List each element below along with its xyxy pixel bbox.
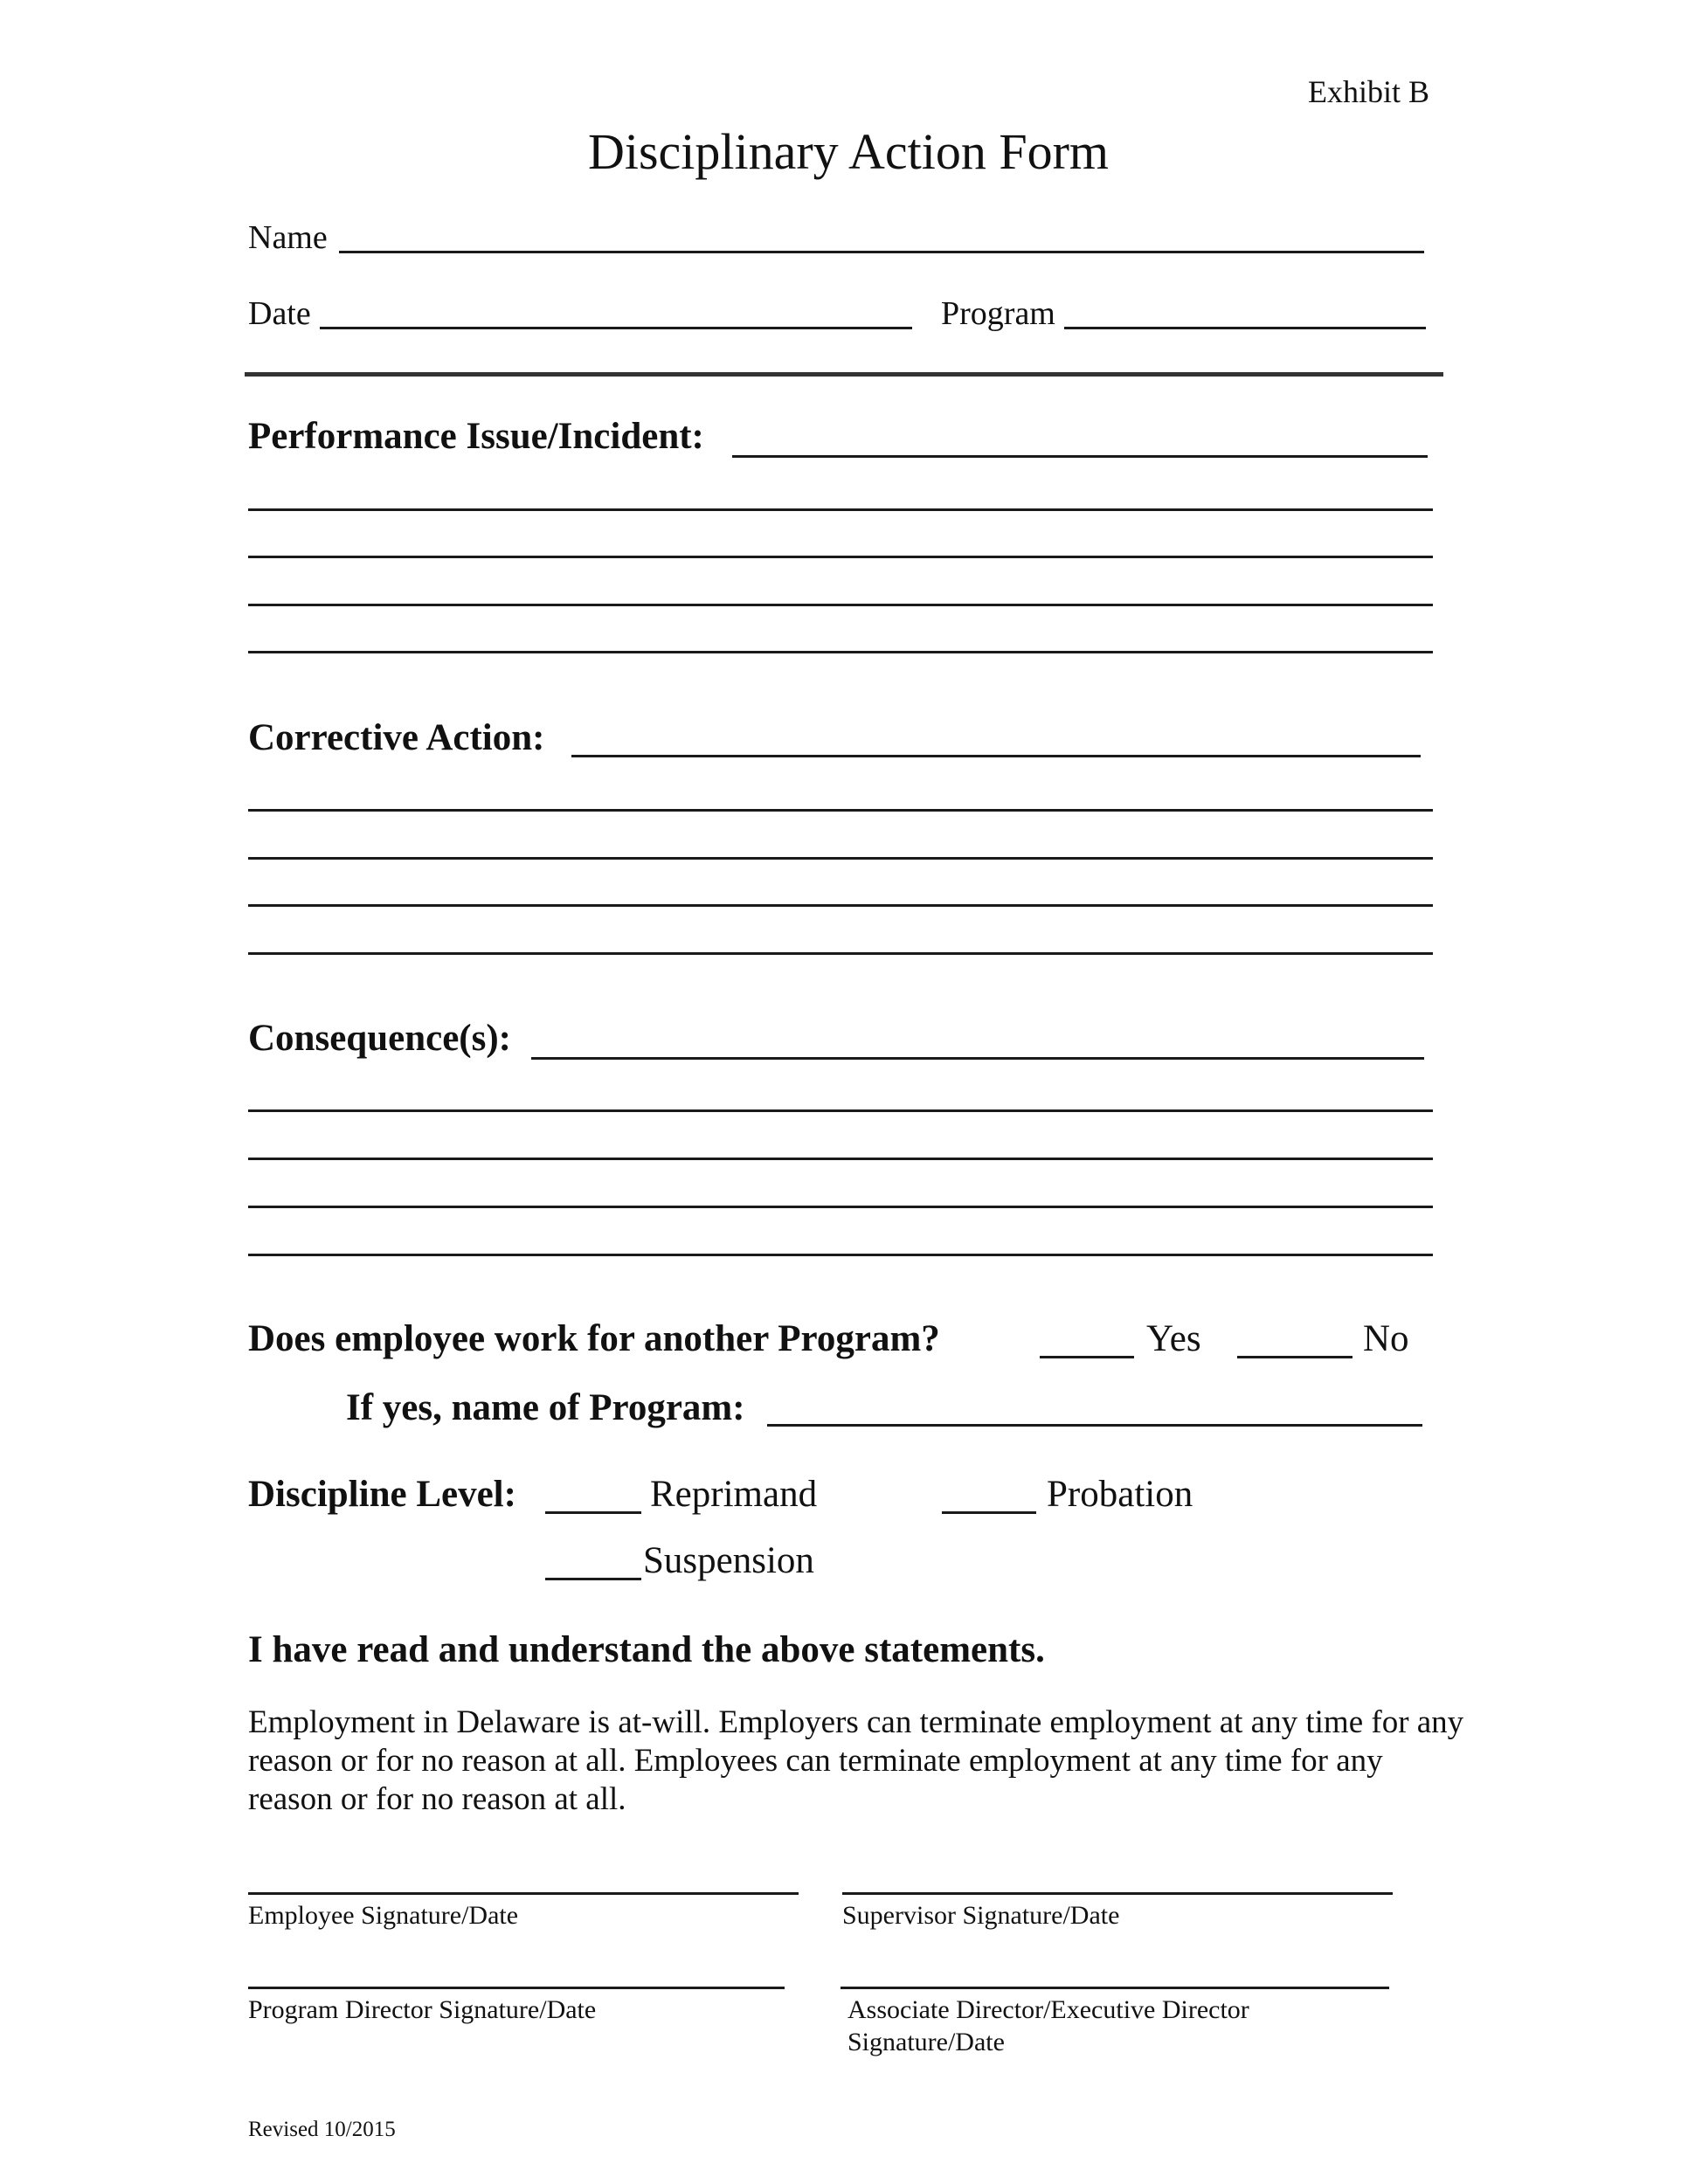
at-will-statement: Employment in Delaware is at-will. Employers can terminate employment at any time for any reason or for no reason at all. Employees can terminate employment at any time for any reason or for no reason at all. [248, 1704, 1464, 1817]
performance-issue-line[interactable] [248, 651, 1433, 653]
if-yes-program-label: If yes, name of Program: [346, 1387, 745, 1428]
exhibit-label: Exhibit B [1308, 74, 1430, 109]
probation-option-label: Probation [1047, 1474, 1193, 1515]
employee-signature-line[interactable] [248, 1892, 799, 1895]
discipline-level-label: Discipline Level: [248, 1474, 516, 1515]
associate-director-signature-line[interactable] [841, 1987, 1389, 1989]
suspension-option-label: Suspension [643, 1540, 814, 1581]
consequences-line[interactable] [248, 1254, 1433, 1256]
no-answer-line[interactable] [1237, 1356, 1352, 1358]
page-title-text: Disciplinary Action Form [587, 123, 1110, 180]
corrective-action-line[interactable] [248, 857, 1433, 860]
consequences-heading: Consequence(s): [248, 1018, 511, 1059]
page-title [0, 122, 1688, 181]
reprimand-check-line[interactable] [545, 1511, 641, 1514]
performance-issue-heading: Performance Issue/Incident: [248, 416, 704, 457]
performance-issue-line[interactable] [732, 455, 1428, 458]
performance-issue-line[interactable] [248, 508, 1433, 511]
name-field-line[interactable] [339, 251, 1424, 253]
probation-check-line[interactable] [942, 1511, 1036, 1514]
if-yes-program-line[interactable] [767, 1424, 1422, 1427]
consequences-line[interactable] [531, 1057, 1424, 1060]
corrective-action-line[interactable] [248, 952, 1433, 955]
corrective-action-line[interactable] [248, 809, 1433, 812]
name-label: Name [248, 219, 328, 256]
date-label: Date [248, 295, 311, 332]
consequences-line[interactable] [248, 1109, 1433, 1112]
no-option-label: No [1363, 1318, 1409, 1359]
program-director-signature-label: Program Director Signature/Date [248, 1995, 597, 2024]
suspension-check-line[interactable] [545, 1578, 641, 1580]
supervisor-signature-line[interactable] [842, 1892, 1393, 1895]
consequences-line[interactable] [248, 1206, 1433, 1208]
performance-issue-line[interactable] [248, 556, 1433, 558]
yes-option-label: Yes [1146, 1318, 1201, 1359]
associate-director-signature-label-line1: Associate Director/Executive Director [847, 1995, 1249, 2024]
employee-signature-label: Employee Signature/Date [248, 1901, 519, 1930]
other-program-question: Does employee work for another Program? [248, 1318, 940, 1359]
yes-answer-line[interactable] [1040, 1356, 1134, 1358]
corrective-action-line[interactable] [248, 904, 1433, 907]
revised-date: Revised 10/2015 [248, 2118, 396, 2141]
program-field-line[interactable] [1064, 327, 1426, 329]
consequences-line[interactable] [248, 1158, 1433, 1160]
reprimand-option-label: Reprimand [650, 1474, 818, 1515]
acknowledgement-heading: I have read and understand the above statements. [248, 1629, 1045, 1670]
corrective-action-line[interactable] [571, 755, 1421, 757]
header-divider [245, 372, 1443, 377]
corrective-action-heading: Corrective Action: [248, 717, 545, 758]
performance-issue-line[interactable] [248, 604, 1433, 606]
program-director-signature-line[interactable] [248, 1987, 785, 1989]
date-field-line[interactable] [320, 327, 912, 329]
supervisor-signature-label: Supervisor Signature/Date [842, 1901, 1120, 1930]
associate-director-signature-label-line2: Signature/Date [847, 2028, 1005, 2056]
program-label: Program [941, 295, 1055, 332]
